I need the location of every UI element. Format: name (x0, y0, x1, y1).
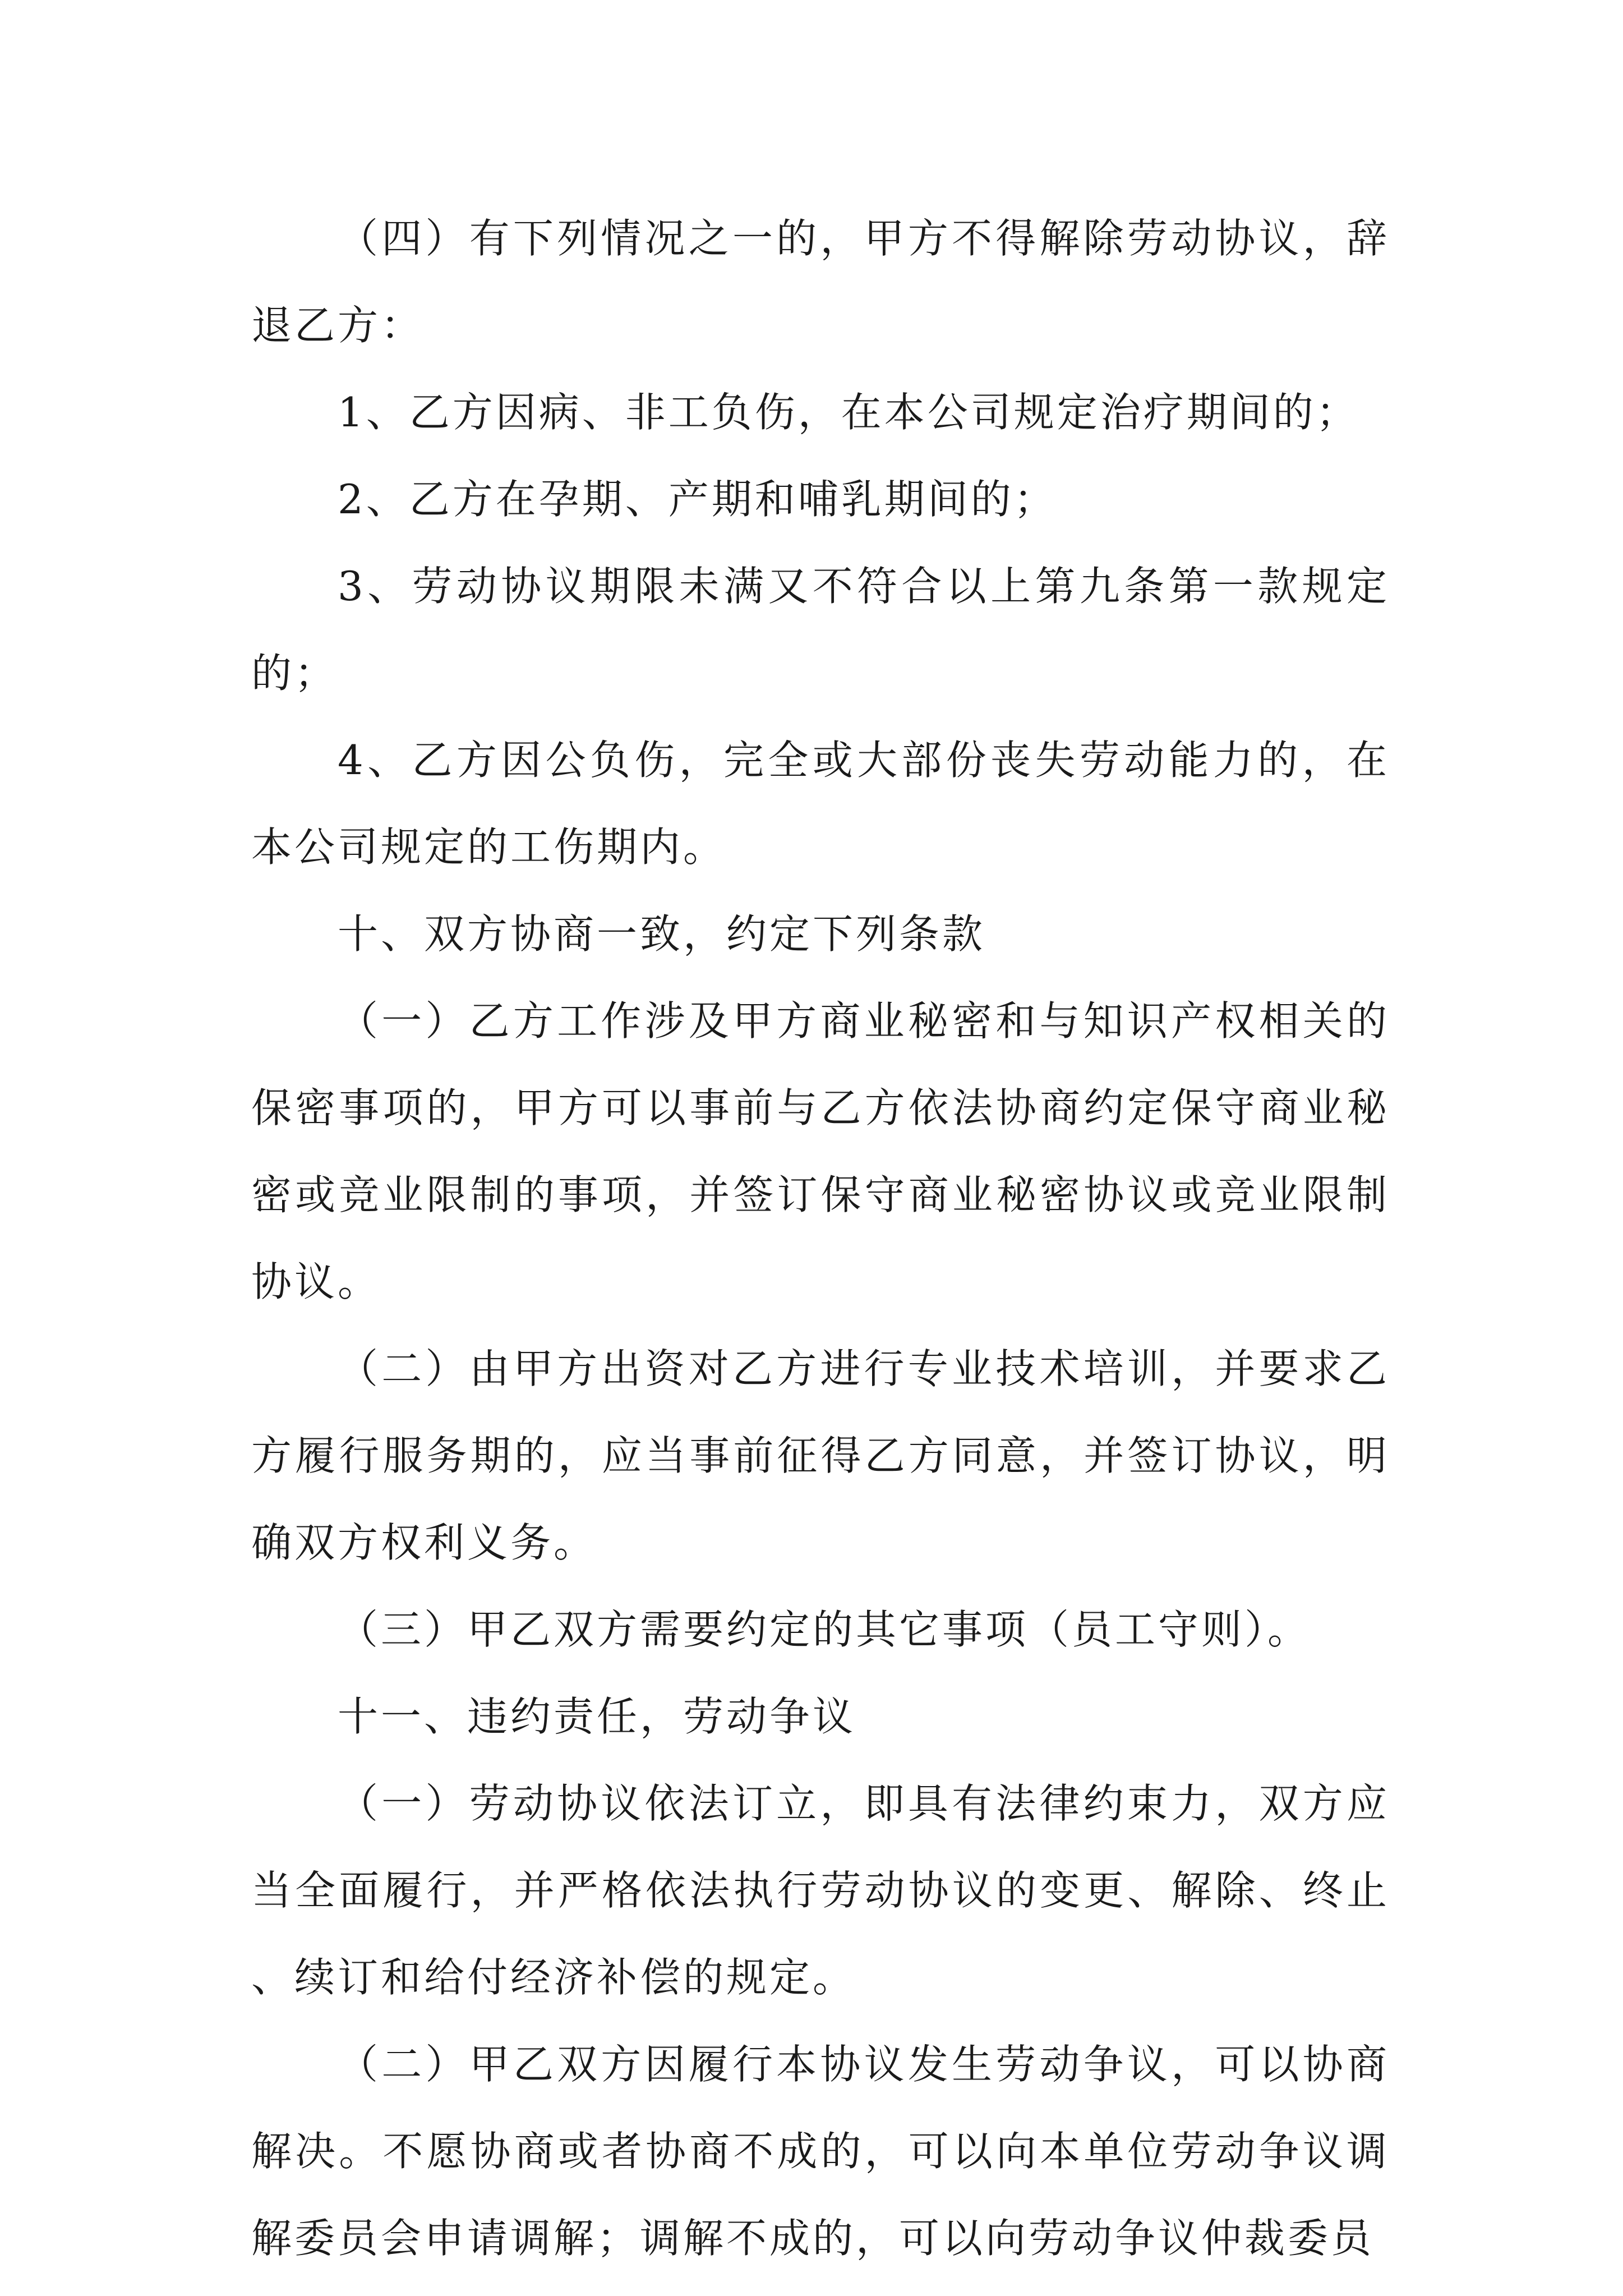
paragraph-10-1: （一）乙方工作涉及甲方商业秘密和与知识产权相关的保密事项的，甲方可以事前与乙方依法协商约定保守商业秘密或竞业限制的事项，并签订保守商业秘密协议或竞业限制协议。 (251, 997, 1390, 1305)
paragraph-item-1: 1、乙方因病、非工负伤，在本公司规定治疗期间的； (338, 389, 1359, 436)
section-heading-10: 十、双方协商一致，约定下列条款 (338, 910, 986, 958)
paragraph-item-4: 4、乙方因公负伤，完全或大部份丧失劳动能力的，在本公司规定的工伤期内。 (251, 737, 1390, 871)
paragraph-10-2: （二）由甲方出资对乙方进行专业技术培训，并要求乙方履行服务期的，应当事前征得乙方同意，并签订协议，明确双方权利义务。 (251, 1345, 1390, 1566)
paragraph-11-2: （二）甲乙双方因履行本协议发生劳动争议，可以协商解决。不愿协商或者协商不成的，可以向本单位劳动争议调解委员会申请调解；调解不成的，可以向劳动争议仲裁委员 (251, 2041, 1390, 2262)
document-body (251, 195, 1390, 2282)
paragraph-clause-4-heading: （四）有下列情况之一的，甲方不得解除劳动协议，辞退乙方： (251, 215, 1390, 349)
paragraph-10-3: （三）甲乙双方需要约定的其它事项（员工守则）。 (338, 1606, 1311, 1653)
paragraph-11-1: （一）劳动协议依法订立，即具有法律约束力，双方应当全面履行，并严格依法执行劳动协议的变更、解除、终止、续订和给付经济补偿的规定。 (251, 1780, 1390, 2001)
paragraph-item-3: 3、劳动协议期限未满又不符合以上第九条第一款规定的； (251, 563, 1390, 697)
section-heading-11: 十一、违约责任，劳动争议 (338, 1693, 856, 1740)
paragraph-item-2: 2、乙方在孕期、产期和哺乳期间的； (338, 476, 1057, 523)
